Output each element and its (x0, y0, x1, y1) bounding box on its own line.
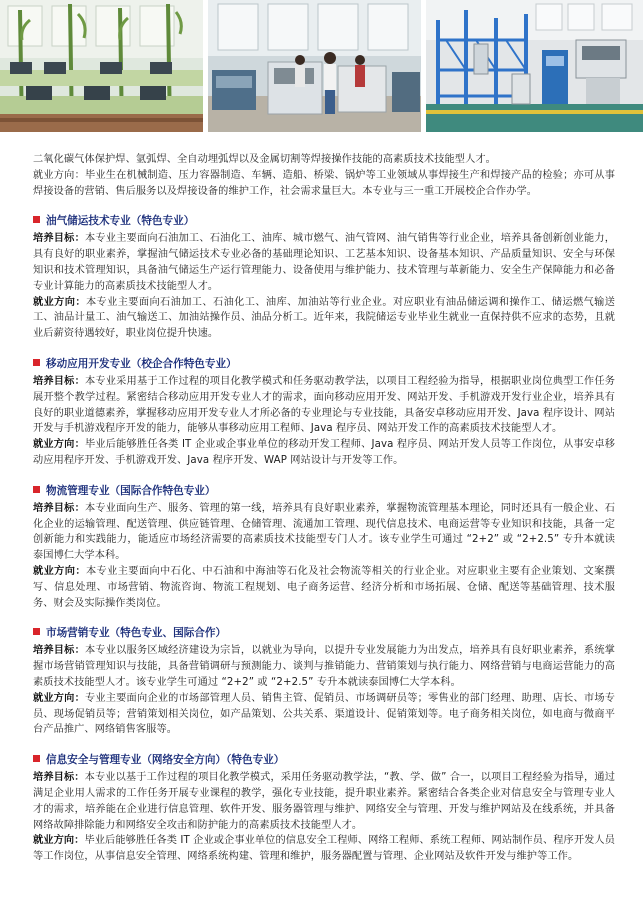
training-goal (33, 501, 615, 564)
training-label: 培养目标： (33, 645, 85, 657)
major-section-marketing (33, 625, 615, 738)
training-workshop-photo (208, 0, 421, 132)
major-section-mobile-dev (33, 356, 615, 469)
training-text: 本专业以服务区域经济建设为宗旨，以就业为导向，以提升专业发展能力为出发点，培养具有良好职业素养，系统掌握市场营销管理知识与技能，具备营销调研与预测能力、谈判与推销能力、营销策划与执行能力、网络营销与电商运营能力的高素质技术技能型人才。该专业学生可通过 “2+2” 或 “2+2.5” 专升本就读泰国博仁大学本科。 (33, 645, 615, 688)
major-section-logistics (33, 483, 615, 612)
intro-employment-label: 就业方向： (33, 169, 85, 181)
section-title: 油气储运技术专业（特色专业） (46, 215, 195, 228)
main-text (33, 152, 615, 865)
employment-text: 本专业主要面向石油加工、石油化工、油库、加油站等行业企业。对应职业有油品储运调和操作工、储运燃气输送工、油品计量工、油气输送工、加油站操作员、油品分析工。近年来，我院储运专业毕业生就业一直保持供不应求的态势，且就业后薪资待遇较好，职业岗位提升快速。 (33, 296, 615, 340)
employment-label: 就业方向： (33, 439, 85, 451)
employment-text: 专业主要面向企业的市场部管理人员、销售主管、促销员、市场调研员等；零售业的部门经理、助理、店长、市场专员、现场促销员等；营销策划相关岗位，如产品策划、公共关系、渠道设计、促销策划等。电子商务相关岗位，如电商与微商平台产品推广、网络销售客服等。 (33, 692, 615, 736)
photo-strip (0, 0, 643, 132)
red-square-icon (33, 486, 40, 493)
training-label: 培养目标： (33, 233, 85, 245)
training-goal (33, 770, 615, 833)
training-goal (33, 643, 615, 690)
intro-training-text: 二氧化碳气体保护焊、氩弧焊、全自动埋弧焊以及金属切割等焊接操作技能的高素质技术技能型人才。 (33, 154, 496, 165)
major-section-oil-gas (33, 213, 615, 342)
employment-direction (33, 437, 615, 469)
employment-label: 就业方向： (33, 565, 86, 577)
training-label: 培养目标： (33, 375, 85, 387)
section-title: 信息安全与管理专业（网络安全方向）（特色专业） (46, 754, 285, 767)
training-goal (33, 231, 615, 294)
process-equipment-photo (426, 0, 643, 132)
welding-intro (33, 152, 615, 199)
training-text: 本专业采用基于工作过程的项目化教学模式和任务驱动教学法，以项目工程经验为指导，根据职业岗位典型工作任务展开整个教学过程。紧密结合移动应用开发专业人才的需求，面向移动应用开发、网站开发、手机游戏开发行业企业，培养具有良好的职业道德素养，掌握移动应用开发专业人才所必备的专业理论与专业技能，具备安卓移动应用开发、Java 程序设计、网站开发与手机游戏程序开发的能力，能够从事移动应用工程师、Java 程序员、网站开发工作的高素质技术技能型人才。 (33, 375, 615, 435)
red-square-icon (33, 359, 40, 366)
employment-label: 就业方向： (33, 296, 86, 308)
section-title: 市场营销专业（特色专业、国际合作） (46, 627, 227, 640)
section-heading (33, 625, 615, 641)
training-text: 本专业主要面向石油加工、石油化工、油库、城市燃气、油气管网、油气销售等行业企业，培养具备创新创业能力，具有良好的职业素养，掌握油气储运技术专业必备的基础理论知识、工艺基本知识、设备基本知识、产品质量知识、安全与环保知识和技术管理知识，具备油气储运生产运行管理能力、设备使用与维护能力、技术管理与革新能力、安全生产保障能力和必备专业计算能力的高素质技术技能型人才。 (33, 233, 615, 292)
training-label: 培养目标： (33, 772, 85, 784)
employment-direction (33, 691, 615, 738)
red-square-icon (33, 216, 40, 223)
employment-direction (33, 564, 615, 611)
red-square-icon (33, 755, 40, 762)
intro-employment-text: 毕业生在机械制造、压力容器制造、车辆、造船、桥梁、锅炉等工业领域从事焊接生产和焊接产品的检验；亦可从事焊接设备的营销、售后服务以及焊接设备的维护工作，社会需求量巨大。本专业与三一重工开展校企合作办学。 (33, 169, 615, 197)
section-heading (33, 213, 615, 229)
employment-text: 本专业主要面向中石化、中石油和中海油等石化及社会物流等相关的行业企业。对应职业主要有企业策划、文案撰写、信息处理、市场营销、物流咨询、物流工程规划、电子商务运营、经济分析和市场拓展、仓储、配送等基础管理、技术服务、财会及实际操作类岗位。 (33, 565, 615, 609)
employment-text: 毕业后能够胜任各类 IT 企业或企事业单位的移动开发工程师、Java 程序员、网站开发人员等工作岗位，从事安卓移动应用程序开发、手机游戏开发、Java 程序开发、WAP 网站设计与开发等工作。 (33, 439, 615, 466)
section-heading (33, 752, 615, 768)
training-text: 本专业面向生产、服务、管理的第一线，培养具有良好职业素养，掌握物流管理基本理论，同时还具有一般企业、石化企业的运输管理、配送管理、供应链管理、仓储管理、流通加工管理、现代信息技术、电商运营等专业知识和技能，具备一定创新能力和实践能力，能适应市场经济需要的高素质技术技能型专门人才。该专业学生可通过 “2+2” 或 “2+2.5” 专升本就读泰国博仁大学本科。 (33, 502, 615, 562)
major-section-info-security (33, 752, 615, 865)
intro-employment (33, 168, 615, 200)
section-heading (33, 356, 615, 372)
training-text: 本专业以基于工作过程的项目化教学模式，采用任务驱动教学法，“教、学、做” 合一，以项目工程经验为指导，通过满足企业用人需求的工作任务开展专业课程的教学，强化专业技能，提升职业素养。紧密结合各类企业对信息安全与管理专业人才的需求，培养能在企业进行信息管理、软件开发、服务器管理与维护、网络安全与管理、开发与维护网站及在线系统，并具备网络故障排除能力和网络安全攻击和防护能力的高素质技术技能型人才。 (33, 772, 615, 831)
section-title: 移动应用开发专业（校企合作特色专业） (46, 357, 237, 370)
employment-direction (33, 295, 615, 342)
training-label: 培养目标： (33, 502, 85, 514)
section-heading (33, 483, 615, 499)
employment-direction (33, 833, 615, 865)
training-goal (33, 374, 615, 437)
computer-lab-photo (0, 0, 203, 132)
red-square-icon (33, 628, 40, 635)
employment-label: 就业方向： (33, 835, 85, 847)
employment-text: 毕业后能够胜任各类 IT 企业或企事业单位的信息安全工程师、网络工程师、系统工程师、网站制作员、程序开发人员等工作岗位，从事信息安全管理、网络系统构建、管理和维护，服务器配置与管理、企业网站及软件开发与维护等工作。 (33, 835, 615, 863)
employment-label: 就业方向： (33, 692, 85, 704)
section-title: 物流管理专业（国际合作特色专业） (46, 484, 216, 497)
